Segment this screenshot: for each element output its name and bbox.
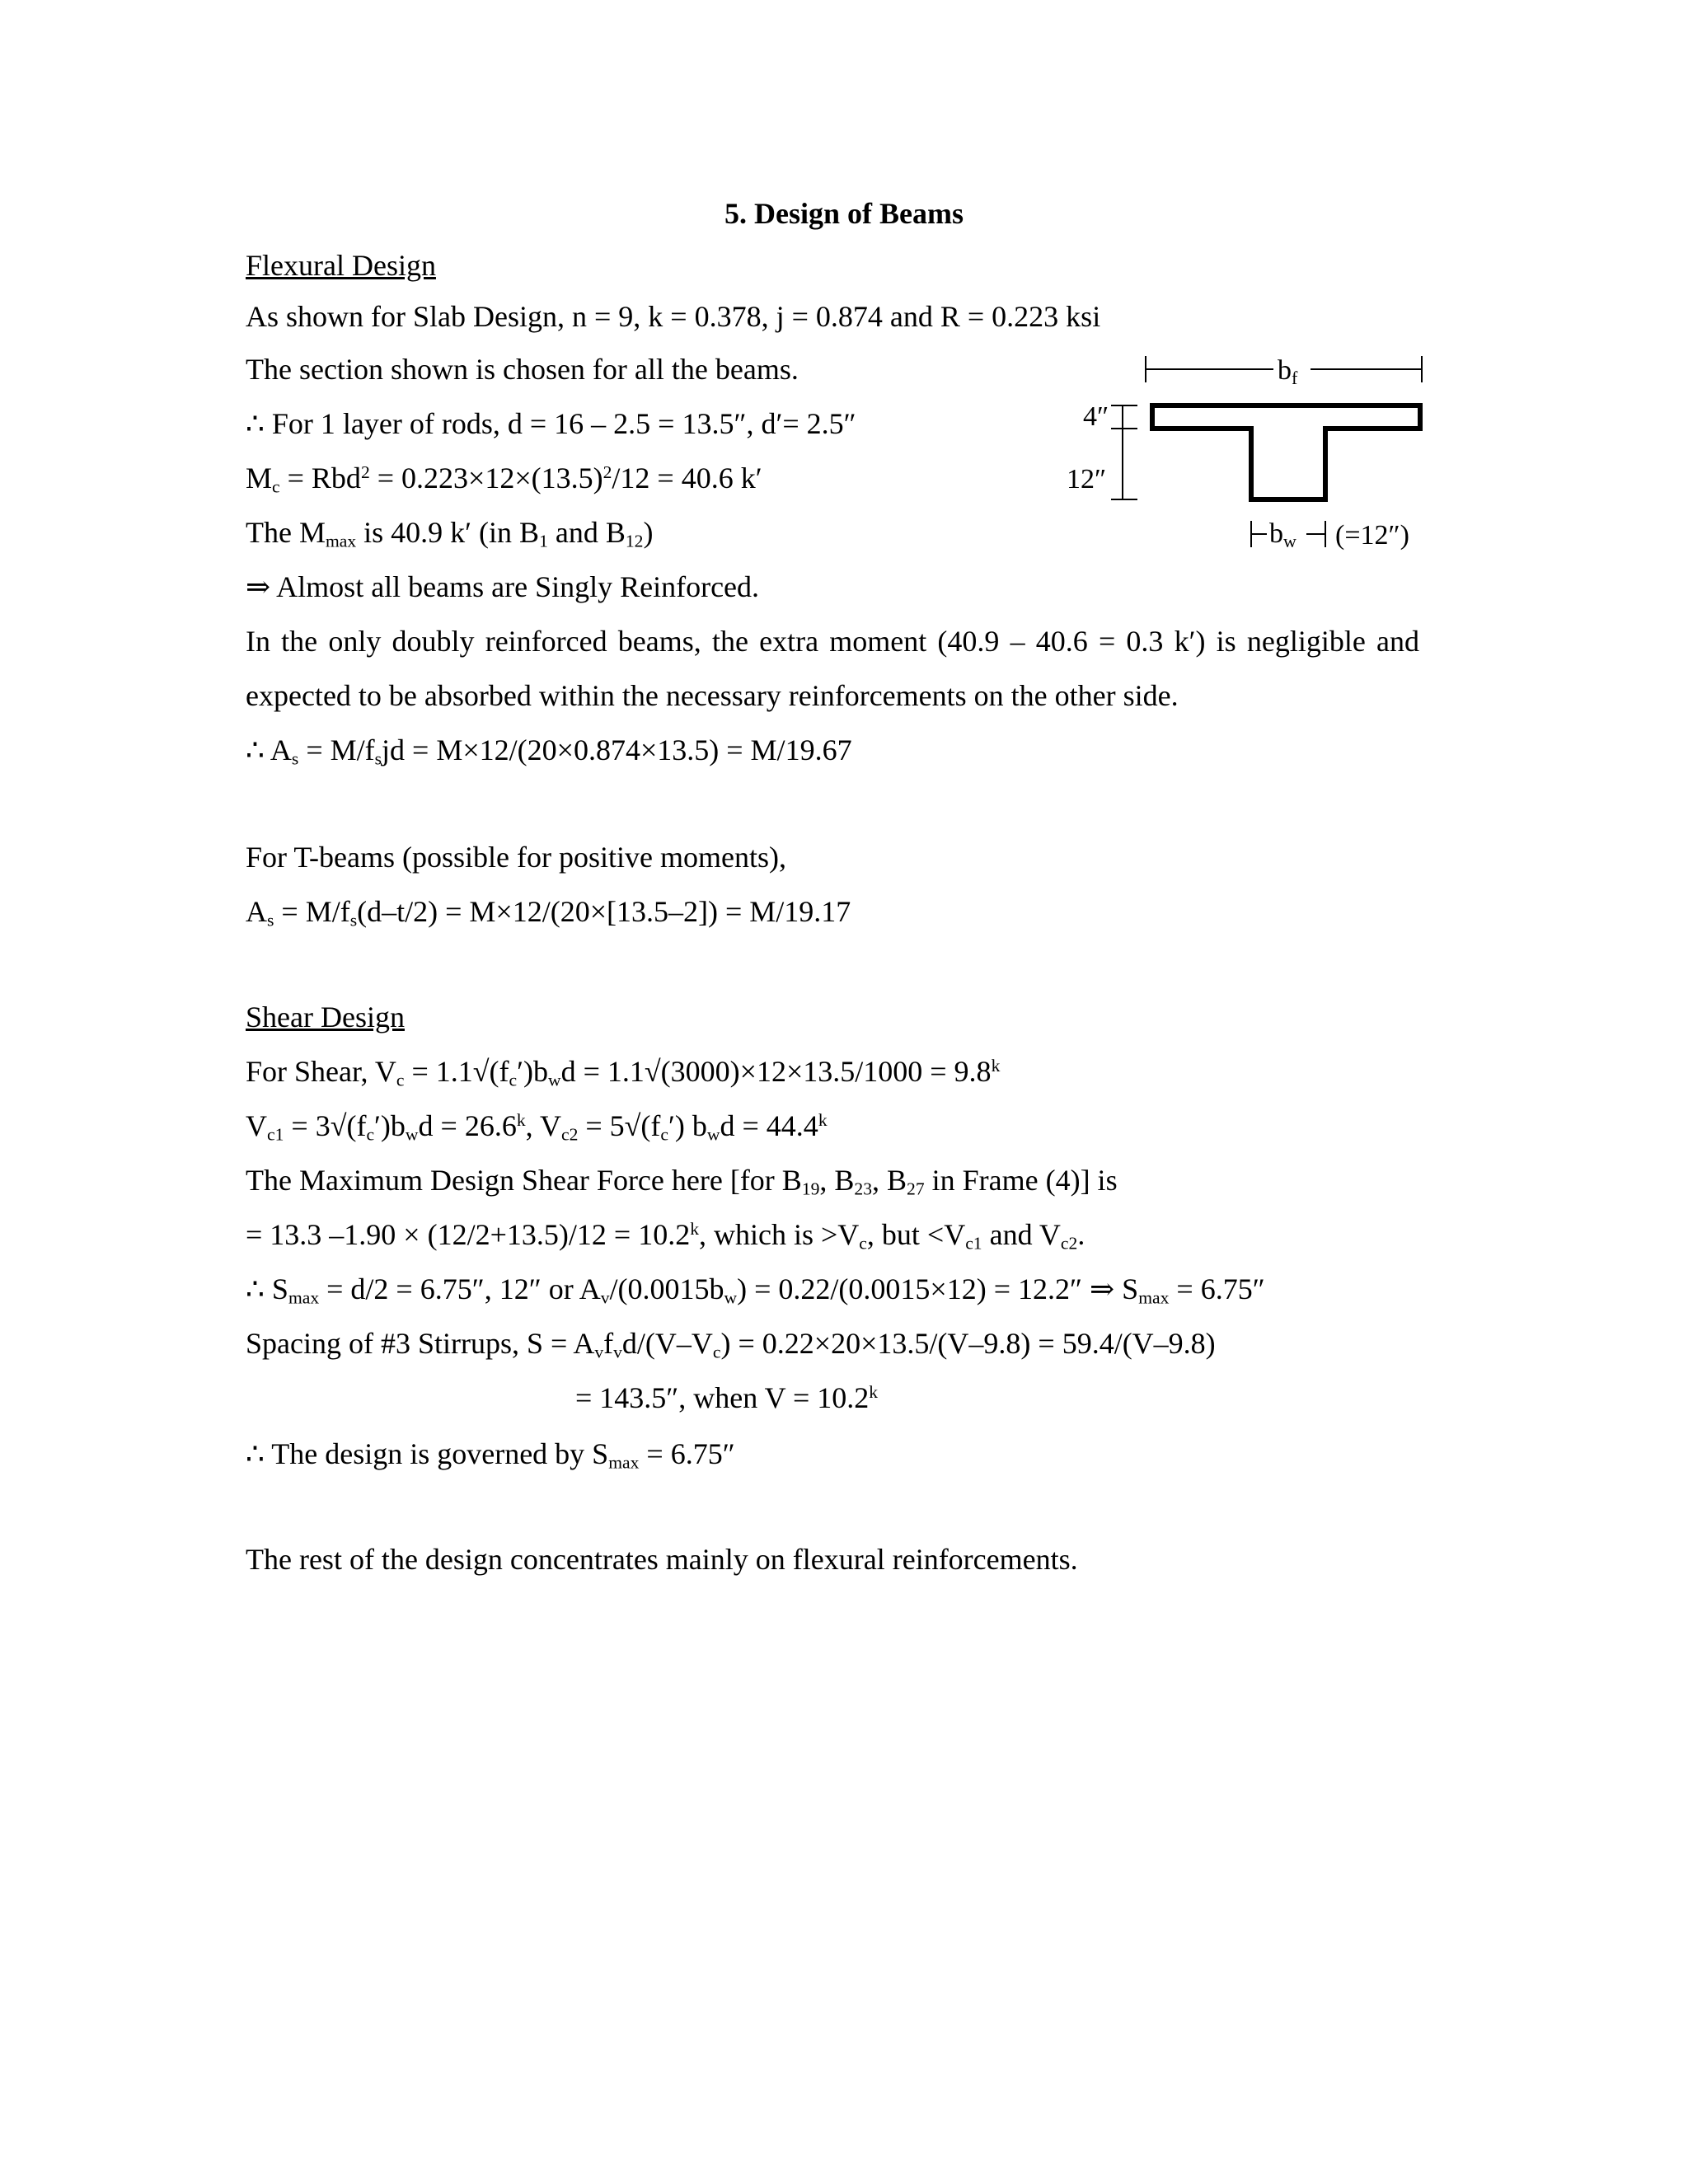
flexural-line-10: For T-beams (possible for positive moments), [246, 841, 786, 874]
shear-line-6: Spacing of #3 Stirrups, $S = A_vf_vd/(V-V_c) = 0.22\times 20\times 13.5/(V-9.8) = 59.4/(V-9.8)$ [246, 1327, 1216, 1362]
shear-line-2: $V_{c1} = 3√(f_c')b_wd = 26.6^k$, $V_{c2} = 5√(f_c') b_wd = 44.4^k$ [246, 1109, 828, 1145]
t-section-outline [1152, 405, 1420, 499]
flexural-line-11: $A_s = M/f_s(d-t/2) = M\times 12/(20\times[13.5-2]) = M/19.17$ [246, 895, 851, 930]
shear-line-4: = 13.3 $-1.90 \times (12/2+13.5)/12 = 10.2^k$, which is $>V_c$, but $<V_{c1}$ and $V_{c2}$. [246, 1218, 1085, 1254]
flexural-line-7: In the only doubly reinforced beams, the extra moment (40.9 – 40.6 = 0.3 k′) is negligible and [246, 625, 1419, 658]
page-title: 5. Design of Beams [724, 197, 964, 230]
t-beam-section-diagram [1063, 346, 1442, 560]
flexural-line-3: ∴ For 1 layer of rods, d = 16 – 2.5 = 13.5″, d′= 2.5″ [246, 407, 856, 440]
shear-line-8: ∴ The design is governed by $S_{max} = 6.75''$ [246, 1437, 735, 1473]
shear-heading: Shear Design [246, 1001, 405, 1033]
flexural-line-2: The section shown is chosen for all the beams. [246, 353, 799, 386]
closing-line: The rest of the design concentrates mainly on flexural reinforcements. [246, 1543, 1078, 1576]
shear-line-1: For Shear, $V_c = 1.1√(f_c')b_wd = 1.1√(3000)\times 12\times 13.5/1000 = 9.8^k$ [246, 1055, 1001, 1090]
flexural-line-6: ⇒ Almost all beams are Singly Reinforced. [246, 570, 760, 603]
flexural-line-5: The $M_{max}$ is 40.9 k′ (in $B_1$ and $B_{12}$) [246, 516, 654, 551]
flange-depth-label: 4″ [1083, 401, 1109, 432]
shear-line-5: ∴ $S_{max} = d/2 = 6.75''$, 12″ or $A_v/(0.0015b_w) = 0.22/(0.0015\times 12) = 12.2''$ ⇒ $S_{max} = 6.75''$ [246, 1272, 1265, 1308]
flexural-line-9: ∴ $A_s = M/f_sjd = M\times 12/(20\times 0.874\times 13.5) = M/19.67$ [246, 733, 852, 769]
flexural-line-4: $M_c = Rbd^2 = 0.223\times 12\times(13.5)^2/12 = 40.6$ k′ [246, 462, 762, 497]
shear-line-3: The Maximum Design Shear Force here [for $B_{19}$, $B_{23}$, $B_{27}$ in Frame (4)] is [246, 1164, 1118, 1199]
bw-value-label: (=12″) [1335, 520, 1409, 551]
bf-label: bf [1278, 355, 1298, 388]
bw-label: bw [1269, 518, 1296, 551]
flexural-heading: Flexural Design [246, 249, 436, 282]
flexural-line-8: expected to be absorbed within the necessary reinforcements on the other side. [246, 679, 1179, 712]
shear-line-7: = 143.5″, when $V = 10.2^k$ [575, 1381, 879, 1414]
web-depth-label: 12″ [1067, 464, 1107, 494]
flexural-line-1: As shown for Slab Design, n = 9, k = 0.378, j = 0.874 and R = 0.223 ksi [246, 300, 1101, 333]
